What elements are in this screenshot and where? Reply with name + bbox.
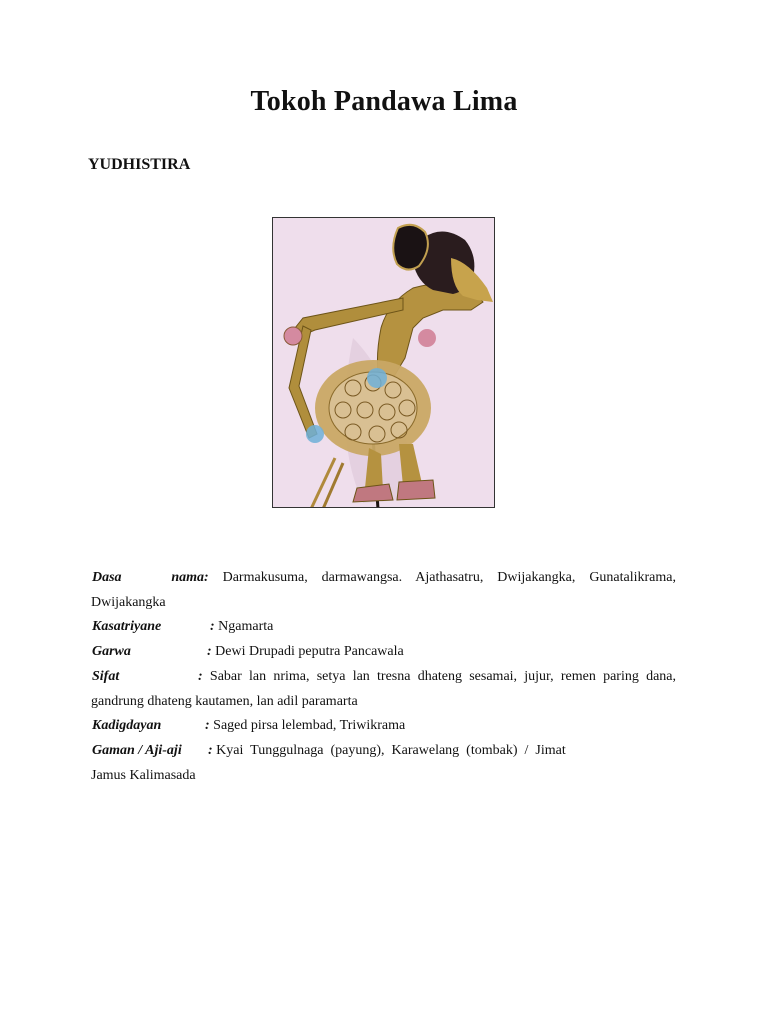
detail-label: Kadigdayan	[92, 718, 162, 734]
detail-row-kasatriyane	[92, 615, 676, 640]
detail-value: Kyai Tunggulnaga (payung), Karawelang (tombak) / Jimat	[216, 742, 566, 758]
wayang-puppet-image	[272, 217, 495, 508]
page-title: Tokoh Pandawa Lima	[250, 86, 518, 117]
detail-row-sifat	[92, 665, 676, 690]
detail-colon: :	[207, 644, 212, 660]
detail-value: Ngamarta	[218, 619, 274, 635]
detail-row-garwa	[92, 640, 676, 665]
detail-value: Dewi Drupadi peputra Pancawala	[215, 644, 404, 660]
detail-colon: :	[210, 619, 215, 635]
detail-label: Gaman / Aji-aji	[92, 742, 182, 758]
detail-colon: :	[198, 668, 203, 684]
detail-label: Dasa nama	[92, 570, 204, 585]
detail-continuation: gandrung dhateng kautamen, lan adil paramarta	[91, 693, 358, 709]
detail-continuation: Jamus Kalimasada	[91, 767, 196, 783]
detail-value: Sabar lan nrima, setya lan tresna dhateng sesamai, jujur, remen paring dana,	[209, 668, 677, 684]
detail-row-gaman	[92, 739, 676, 764]
section-heading: YUDHISTIRA	[88, 156, 191, 173]
detail-value: Saged pirsa lelembad, Triwikrama	[213, 718, 406, 734]
detail-label: Kasatriyane	[92, 619, 162, 635]
detail-value: Darmakusuma, darmawangsa. Ajathasatru, Dwijakangka, Gunatalikrama,	[222, 570, 677, 585]
detail-colon: :	[204, 570, 209, 585]
detail-row-dasa-nama	[92, 566, 676, 591]
detail-row-kadigdayan	[92, 714, 676, 739]
detail-continuation: Dwijakangka	[91, 594, 166, 610]
detail-label: Sifat	[92, 668, 120, 684]
detail-colon: :	[205, 718, 210, 734]
detail-label: Garwa	[92, 644, 131, 660]
detail-colon: :	[208, 742, 213, 758]
character-details	[92, 566, 676, 788]
